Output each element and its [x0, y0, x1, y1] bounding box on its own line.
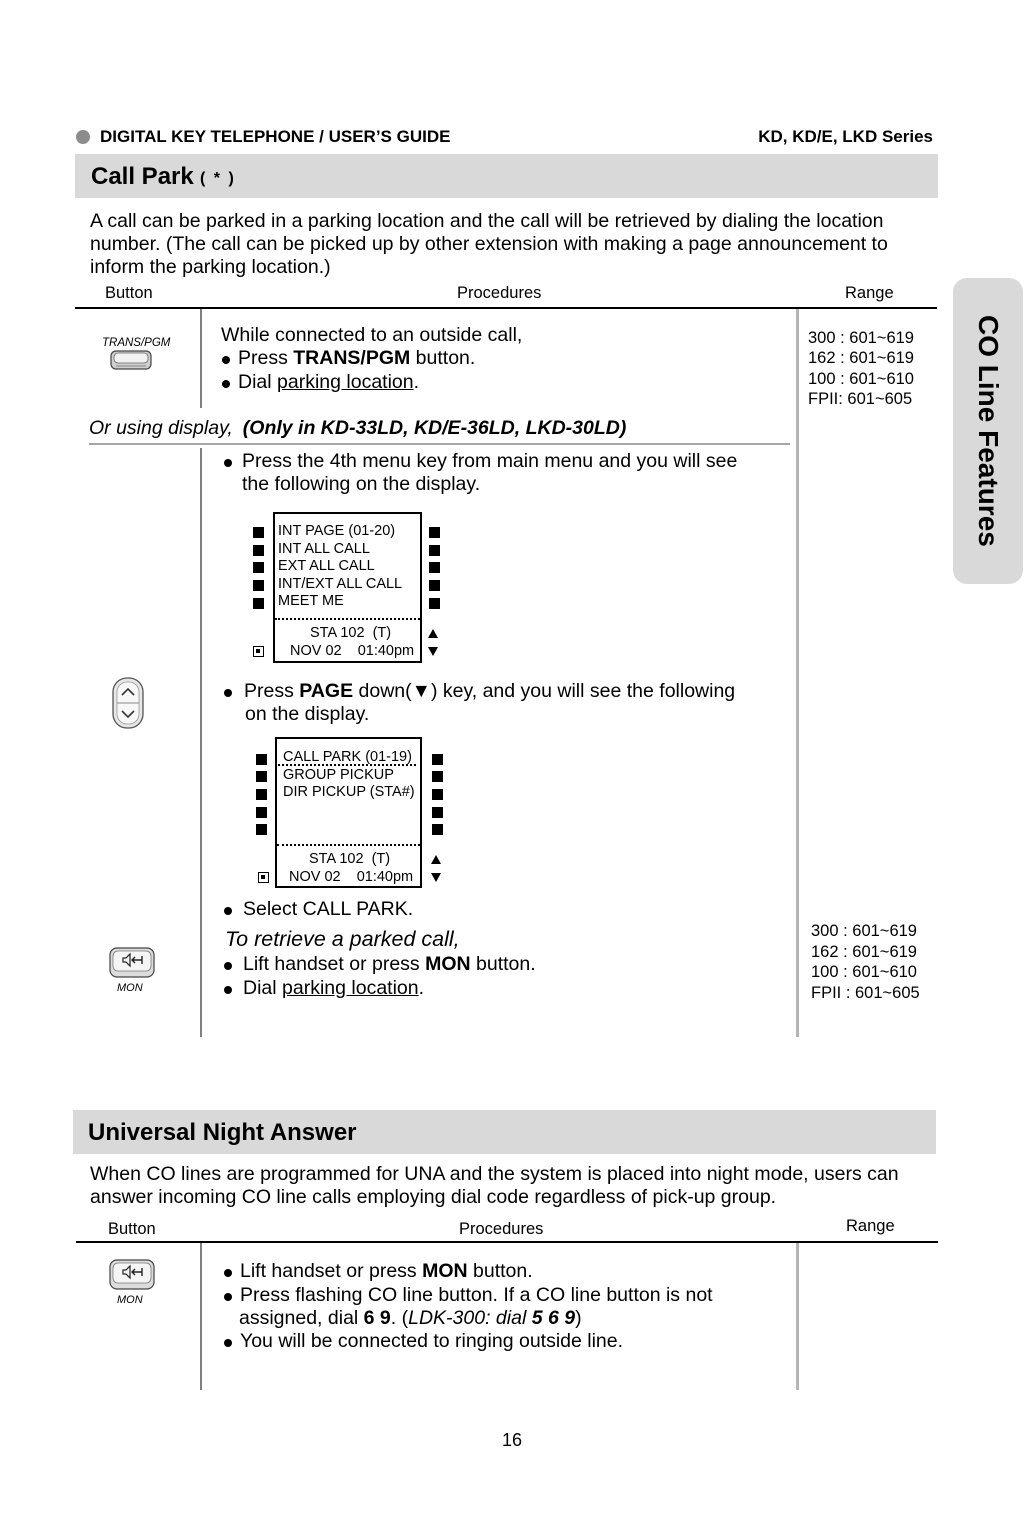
retrieve-step-lift	[243, 953, 536, 976]
bullet-icon	[222, 380, 230, 388]
display-step-select: Select CALL PARK.	[243, 897, 414, 920]
range-item: 100 : 601~610	[808, 369, 914, 388]
key-name: MON	[422, 1259, 468, 1282]
display-step-menu	[242, 450, 737, 496]
text-segment: Lift handset or press	[243, 952, 426, 975]
mon-key-label: MON	[117, 982, 143, 994]
mon-key-icon	[106, 1258, 158, 1292]
lcd-line: DIR PICKUP (STA#)	[283, 784, 415, 801]
soft-key-icon	[429, 580, 440, 591]
button-column-divider	[200, 448, 202, 1037]
header-bullet-icon	[76, 130, 90, 144]
lcd-station: STA 102 (T)	[310, 625, 392, 642]
text-segment: Dial	[238, 370, 278, 393]
parking-location-term: parking location	[277, 370, 414, 393]
lcd-station: STA 102 (T)	[309, 851, 391, 868]
text-segment: Lift handset or press	[240, 1259, 423, 1282]
lcd-separator	[277, 844, 420, 846]
una-step-lift	[240, 1260, 533, 1283]
key-name: TRANS/PGM	[293, 346, 411, 369]
text-segment: )	[575, 1306, 582, 1329]
lcd-datetime: NOV 02 01:40pm	[290, 643, 415, 660]
lcd-line: INT ALL CALL	[278, 540, 370, 557]
range-item: 300 : 601~619	[808, 329, 914, 347]
intro-line: A call can be parked in a parking location and the call will be retrieved by dialing the location	[90, 209, 884, 232]
table-header-rule	[75, 307, 937, 309]
table-header-rule	[76, 1241, 938, 1243]
bullet-icon	[224, 459, 232, 467]
display-option-text: Or using display,	[89, 416, 233, 439]
lcd-cursor-underline	[278, 764, 416, 766]
column-header-range: Range	[846, 1217, 895, 1235]
text-segment: button.	[410, 346, 476, 369]
bullet-icon	[224, 962, 232, 970]
retrieve-step-dial	[243, 977, 424, 1000]
trans-pgm-key-label: TRANS/PGM	[102, 337, 171, 349]
una-step-press-cont	[239, 1307, 582, 1330]
scroll-up-icon	[428, 629, 438, 638]
soft-key-icon	[253, 545, 264, 556]
display-option-label	[89, 417, 626, 440]
range-item: 162 : 601~619	[808, 349, 914, 368]
soft-key-icon	[256, 789, 267, 800]
text-segment: .	[413, 370, 420, 393]
scroll-down-icon	[428, 647, 438, 656]
mon-key-label: MON	[117, 1294, 143, 1306]
soft-key-icon	[256, 807, 267, 818]
dial-code: 6 9	[363, 1306, 391, 1329]
text-segment: . (	[390, 1306, 409, 1329]
retrieve-range-list	[811, 921, 920, 1003]
menu-key-icon	[253, 646, 264, 657]
soft-key-icon	[256, 771, 267, 782]
mon-key-icon	[106, 946, 158, 980]
text-segment: button.	[470, 952, 536, 975]
soft-key-icon	[429, 598, 440, 609]
text-segment: ) key, and you will see the following	[430, 679, 736, 702]
text-segment: .	[418, 976, 425, 999]
park-range-list	[808, 328, 914, 410]
bullet-icon	[224, 689, 232, 697]
lcd-line: GROUP PICKUP	[283, 766, 394, 783]
soft-key-icon	[253, 580, 264, 591]
lcd-line: MEET ME	[278, 593, 344, 610]
scroll-down-icon	[431, 873, 441, 882]
intro-line: number. (The call can be picked up by other extension with making a page announcement to	[90, 232, 888, 255]
soft-key-icon	[256, 824, 267, 835]
bullet-icon	[224, 986, 232, 994]
text-segment: down(	[353, 679, 412, 702]
soft-key-icon	[429, 527, 440, 538]
lcd-line-selected: CALL PARK (01-19)	[283, 749, 412, 766]
menu-key-icon	[258, 872, 269, 883]
una-step-press: Press flashing CO line button. If a CO line button is not	[240, 1283, 713, 1306]
page-up-down-key-icon	[108, 676, 148, 730]
park-step-press	[238, 347, 475, 370]
scroll-up-icon	[431, 855, 441, 864]
call-park-intro	[90, 210, 888, 279]
key-name: PAGE	[299, 679, 354, 702]
bullet-icon	[224, 1269, 232, 1277]
down-arrow-symbol: ▼	[411, 679, 431, 702]
retrieve-heading: To retrieve a parked call,	[225, 927, 460, 951]
soft-key-icon	[256, 754, 267, 765]
lcd-datetime: NOV 02 01:40pm	[289, 869, 414, 886]
column-header-range: Range	[845, 284, 894, 302]
intro-line: When CO lines are programmed for UNA and the system is placed into night mode, users can	[90, 1162, 899, 1185]
call-park-title: Call Park	[91, 163, 194, 190]
text-segment: Press	[244, 679, 300, 702]
side-tab	[953, 278, 1023, 584]
intro-line: inform the parking location.)	[90, 255, 331, 278]
guide-title: DIGITAL KEY TELEPHONE / USER’S GUIDE	[100, 127, 451, 146]
una-step-connected: You will be connected to ringing outside line.	[240, 1329, 624, 1352]
step-line: the following on the display.	[242, 472, 481, 495]
range-item: 100 : 601~610	[811, 963, 917, 982]
soft-key-icon	[253, 527, 264, 538]
alt-dial-code: 5 6 9	[531, 1306, 576, 1329]
lcd-line: INT/EXT ALL CALL	[278, 575, 403, 592]
column-header-button: Button	[105, 284, 153, 302]
una-title: Universal Night Answer	[88, 1119, 357, 1146]
column-header-procedures: Procedures	[459, 1220, 544, 1238]
range-item: 162 : 601~619	[811, 942, 917, 961]
soft-key-icon	[432, 754, 443, 765]
soft-key-icon	[253, 562, 264, 573]
soft-key-icon	[253, 598, 264, 609]
column-header-procedures: Procedures	[457, 284, 542, 302]
display-models: (Only in KD-33LD, KD/E-36LD, LKD-30LD)	[242, 416, 627, 439]
range-item: FPII : 601~605	[811, 983, 920, 1002]
series-label: KD, KD/E, LKD Series	[758, 127, 933, 146]
trans-pgm-key-icon	[108, 348, 154, 372]
text-segment: button.	[467, 1259, 533, 1282]
lcd-line: EXT ALL CALL	[278, 558, 375, 575]
soft-key-icon	[432, 771, 443, 782]
button-column-divider	[200, 309, 202, 408]
soft-key-icon	[429, 562, 440, 573]
bullet-icon	[224, 1293, 232, 1301]
una-intro	[90, 1163, 899, 1209]
display-step-page-cont: on the display.	[245, 702, 370, 725]
park-instruction-intro: While connected to an outside call,	[221, 323, 523, 346]
park-step-dial	[238, 371, 419, 394]
range-item: 300 : 601~619	[811, 922, 917, 940]
range-column-divider	[796, 309, 799, 1037]
intro-line: answer incoming CO line calls employing dial code regardless of pick-up group.	[90, 1185, 777, 1208]
lcd-separator	[275, 618, 420, 620]
column-header-button: Button	[108, 1220, 156, 1238]
soft-key-icon	[429, 545, 440, 556]
bullet-icon	[224, 1339, 232, 1347]
display-step-page	[244, 680, 735, 703]
range-item: FPII: 601~605	[808, 390, 913, 409]
button-column-divider	[200, 1243, 202, 1390]
soft-key-icon	[432, 824, 443, 835]
text-segment: assigned, dial	[239, 1306, 364, 1329]
text-segment: Press	[238, 346, 294, 369]
call-park-feature-code: ( * )	[200, 170, 236, 187]
text-segment: Dial	[243, 976, 283, 999]
page-number: 16	[501, 1430, 523, 1450]
soft-key-icon	[432, 807, 443, 818]
lcd-line: INT PAGE (01-20)	[278, 523, 396, 540]
step-line: Press the 4th menu key from main menu and you will see	[242, 449, 738, 472]
bullet-icon	[224, 907, 232, 915]
alt-model-label: LDK-300: dial	[408, 1306, 532, 1329]
display-option-rule	[89, 443, 790, 445]
side-tab-label: CO Line Features	[973, 315, 1004, 547]
key-name: MON	[425, 952, 471, 975]
bullet-icon	[222, 356, 230, 364]
range-column-divider	[796, 1243, 799, 1390]
soft-key-icon	[432, 789, 443, 800]
parking-location-term: parking location	[282, 976, 419, 999]
